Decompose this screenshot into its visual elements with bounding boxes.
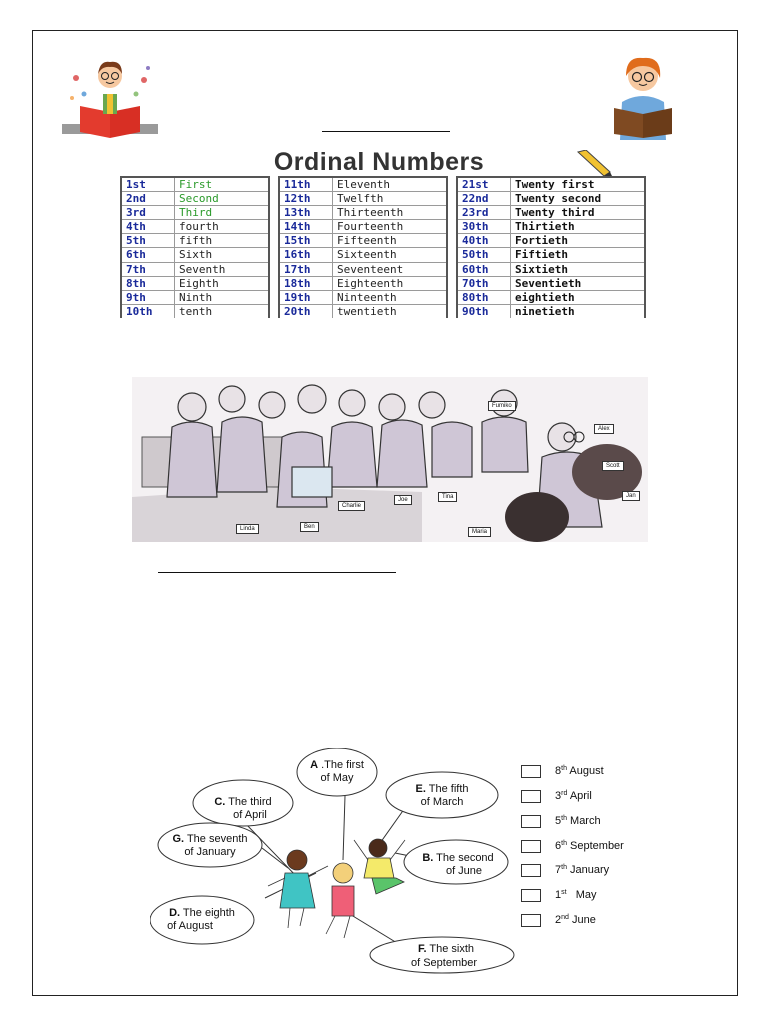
table-row (280, 192, 446, 206)
ordinal-number: 14th (280, 220, 333, 233)
name-tag-joe: Joe (394, 495, 412, 505)
pencil-icon (574, 150, 614, 176)
table-row (280, 178, 446, 192)
checkbox-march[interactable] (521, 815, 541, 828)
ordinal-word: Eighth (179, 276, 219, 290)
ordinal-number: 21st (458, 178, 511, 191)
ordinal-word: Seventh (179, 262, 226, 276)
checkbox-june[interactable] (521, 914, 541, 927)
ordinal-number: 22nd (458, 192, 511, 205)
table-row (122, 305, 268, 318)
ordinal-number: 4th (122, 220, 175, 233)
bubble-a-line1: A .The first (310, 759, 364, 771)
bubble-f-line1: F. The sixth (417, 943, 475, 955)
ordinal-number: 13th (280, 206, 333, 219)
ordinal-number: 17th (280, 263, 333, 276)
ordinal-word: Fiftieth (515, 248, 568, 262)
ordinal-word: Twelfth (337, 192, 384, 206)
ordinal-word: eightieth (515, 290, 575, 304)
bubble-g-line2: of January (184, 846, 236, 858)
ordinal-number: 19th (280, 291, 333, 304)
table-row (280, 248, 446, 262)
bubble-e-line2: of March (420, 796, 464, 808)
checkbox-september[interactable] (521, 840, 541, 853)
table-row (458, 248, 644, 262)
checkbox-january[interactable] (521, 864, 541, 877)
ordinal-number: 40th (458, 234, 511, 247)
table-row (280, 263, 446, 277)
checkbox-may[interactable] (521, 889, 541, 902)
ordinal-number: 12th (280, 192, 333, 205)
table-row (458, 277, 644, 291)
bubble-d-line2: of August (167, 920, 213, 932)
ordinal-word: Sixth (179, 248, 213, 262)
table-row (122, 206, 268, 220)
ordinal-word: Fortieth (515, 234, 568, 248)
table-row (122, 291, 268, 305)
ordinal-column-1 (120, 176, 270, 318)
ordinal-word: Fourteenth (337, 220, 404, 234)
ordinal-number: 6th (122, 248, 175, 261)
ordinal-number: 15th (280, 234, 333, 247)
ordinal-word: Second (179, 192, 219, 206)
table-row (122, 248, 268, 262)
name-tag-tina: Tina (438, 492, 457, 502)
ordinal-number: 7th (122, 263, 175, 276)
ordinal-word: fourth (179, 220, 219, 234)
table-row (280, 234, 446, 248)
ordinal-word: Fifteenth (337, 234, 397, 248)
bubble-a-line2: of May (320, 772, 354, 784)
ordinal-number: 80th (458, 291, 511, 304)
table-row (458, 305, 644, 318)
ordinal-number: 1st (122, 178, 175, 191)
answer-underline (158, 572, 396, 573)
bubble-e (386, 772, 498, 818)
ordinal-number: 11th (280, 178, 333, 191)
ordinal-word: Sixtieth (515, 262, 568, 276)
bubble-g-line1: G. The seventh (172, 833, 248, 845)
title-underline (322, 131, 450, 132)
table-row (122, 277, 268, 291)
ordinal-word: Thirtieth (515, 220, 575, 234)
ordinal-number: 2nd (122, 192, 175, 205)
ordinal-word: Eleventh (337, 178, 390, 191)
ordinal-word: Twenty first (515, 178, 595, 191)
name-tag-jan: Jan (622, 491, 640, 501)
ordinal-word: ninetieth (515, 304, 575, 318)
ordinal-number: 5th (122, 234, 175, 247)
name-tag-scott: Scott (602, 461, 624, 471)
ordinal-word: tenth (179, 304, 213, 318)
ordinal-number: 16th (280, 248, 333, 261)
table-row (280, 277, 446, 291)
checklist-label: 8th August (555, 765, 604, 777)
bubble-e-line1: E. The fifth (415, 783, 469, 795)
table-row (458, 291, 644, 305)
ordinal-word: fifth (179, 234, 213, 248)
ordinal-number: 20th (280, 305, 333, 318)
ordinal-word: Seventieth (515, 276, 582, 290)
ordinal-column-3 (456, 176, 646, 318)
table-row (280, 206, 446, 220)
bubble-g (158, 823, 262, 867)
ordinal-number: 18th (280, 277, 333, 290)
ordinal-number: 3rd (122, 206, 175, 219)
name-tag-charlie: Charlie (338, 501, 365, 511)
ordinal-number: 60th (458, 263, 511, 276)
name-tag-maria: Maria (468, 527, 491, 537)
ordinal-column-2 (278, 176, 448, 318)
table-row (458, 220, 644, 234)
ordinal-number: 70th (458, 277, 511, 290)
ordinal-number: 23rd (458, 206, 511, 219)
bubble-f-line2: of September (410, 957, 478, 969)
table-row (280, 220, 446, 234)
name-tag-fumiko: Fumiko (488, 401, 516, 411)
ordinal-number: 9th (122, 291, 175, 304)
reading-boy-illustration (60, 54, 160, 140)
table-row (122, 234, 268, 248)
ordinal-numbers-chart (110, 150, 648, 318)
name-tag-alex: Alex (594, 424, 614, 434)
cafeteria-drawing (132, 377, 648, 542)
ordinal-number: 10th (122, 305, 175, 318)
ordinal-word: Thirteenth (337, 206, 404, 220)
bubble-d-line1: D. The eighth (169, 907, 235, 919)
ordinal-number: 8th (122, 277, 175, 290)
ordinal-word: Twenty third (515, 206, 595, 220)
name-tag-ben: Ben (300, 522, 319, 532)
table-row (458, 234, 644, 248)
checkbox-august[interactable] (521, 765, 541, 778)
table-row (458, 192, 644, 206)
ordinal-word: Seventeent (337, 262, 404, 276)
table-row (122, 263, 268, 277)
bubble-c-line2: of April (233, 809, 267, 821)
date-bubbles-illustration (150, 748, 520, 974)
checklist-label: 1st May (555, 889, 597, 901)
checklist-label: 7th January (555, 864, 610, 876)
bubble-b-line2: of June (445, 865, 483, 877)
ordinal-chart-title: Ordinal Numbers (273, 150, 485, 176)
checklist-label: 3rd April (555, 790, 592, 802)
ordinal-word: First (179, 178, 213, 191)
ordinal-number: 90th (458, 305, 511, 318)
bubble-c-line1: C. The third (214, 796, 272, 808)
ordinal-word: twentieth (337, 304, 397, 318)
table-row (122, 192, 268, 206)
table-row (458, 206, 644, 220)
reading-girl-illustration (612, 52, 674, 140)
table-row (280, 305, 446, 318)
ordinal-word: Ninteenth (337, 290, 397, 304)
cafeteria-line-illustration (132, 377, 648, 542)
checkbox-april[interactable] (521, 790, 541, 803)
ordinal-word: Twenty second (515, 192, 602, 206)
bubble-b-line1: B. The second (422, 852, 494, 864)
table-row (458, 178, 644, 192)
ordinal-word: Third (179, 206, 213, 220)
checklist-label: 2nd June (555, 914, 596, 926)
checklist-label: 6th September (555, 840, 624, 852)
name-tag-linda: Linda (236, 524, 259, 534)
table-row (122, 220, 268, 234)
table-row (280, 291, 446, 305)
dancing-kids (268, 839, 405, 938)
table-row (458, 263, 644, 277)
ordinal-number: 50th (458, 248, 511, 261)
table-row (122, 178, 268, 192)
ordinal-number: 30th (458, 220, 511, 233)
checklist-label: 5th March (555, 815, 601, 827)
ordinal-word: Eighteenth (337, 276, 404, 290)
ordinal-word: Ninth (179, 290, 213, 304)
ordinal-word: Sixteenth (337, 248, 397, 262)
